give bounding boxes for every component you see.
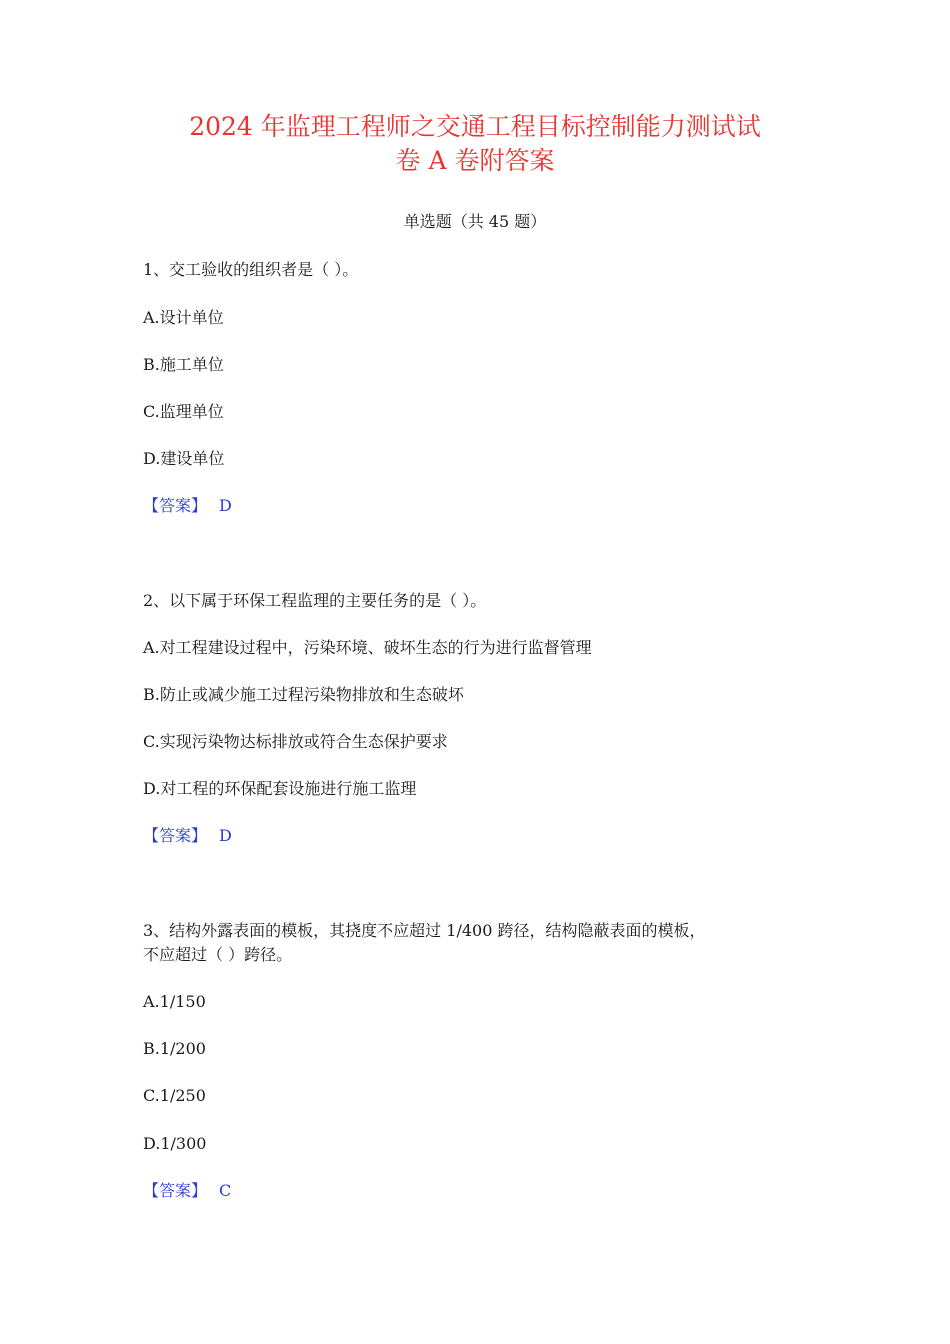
answer-row	[143, 1179, 231, 1203]
question-stem: 1、交工验收的组织者是（ ）。	[143, 260, 359, 279]
option-c: C.实现污染物达标排放或符合生态保护要求	[143, 732, 448, 751]
answer-value: D	[219, 496, 232, 515]
option-d: D.建设单位	[143, 449, 225, 468]
option-b: B.防止或减少施工过程污染物排放和生态破坏	[143, 685, 464, 704]
option-d: D.对工程的环保配套设施进行施工监理	[143, 779, 417, 798]
option-a: A.对工程建设过程中，污染环境、破坏生态的行为进行监督管理	[143, 638, 592, 657]
answer-label: 【答案】	[143, 496, 208, 515]
title-line-2: 卷 A 卷附答案	[395, 146, 555, 175]
option-b: B.1/200	[143, 1039, 206, 1058]
option-a: A.设计单位	[143, 308, 224, 327]
section-heading: 单选题（共 45 题）	[403, 212, 547, 231]
option-b: B.施工单位	[143, 355, 224, 374]
answer-value: C	[219, 1181, 232, 1200]
question-stem: 2、以下属于环保工程监理的主要任务的是（ ）。	[143, 591, 487, 610]
question-stem-line-2: 不应超过（ ）跨径。	[143, 945, 293, 964]
option-d: D.1/300	[143, 1134, 207, 1153]
answer-row	[143, 824, 232, 848]
option-c: C.监理单位	[143, 402, 224, 421]
option-c: C.1/250	[143, 1086, 206, 1105]
title-line-1: 2024 年监理工程师之交通工程目标控制能力测试试	[189, 112, 761, 141]
question-stem-line-1: 3、结构外露表面的模板，其挠度不应超过 1/400 跨径，结构隐蔽表面的模板，	[143, 921, 706, 940]
answer-label: 【答案】	[143, 1181, 208, 1200]
answer-value: D	[219, 826, 232, 845]
answer-label: 【答案】	[143, 826, 208, 845]
answer-row	[143, 494, 232, 518]
option-a: A.1/150	[143, 992, 206, 1011]
